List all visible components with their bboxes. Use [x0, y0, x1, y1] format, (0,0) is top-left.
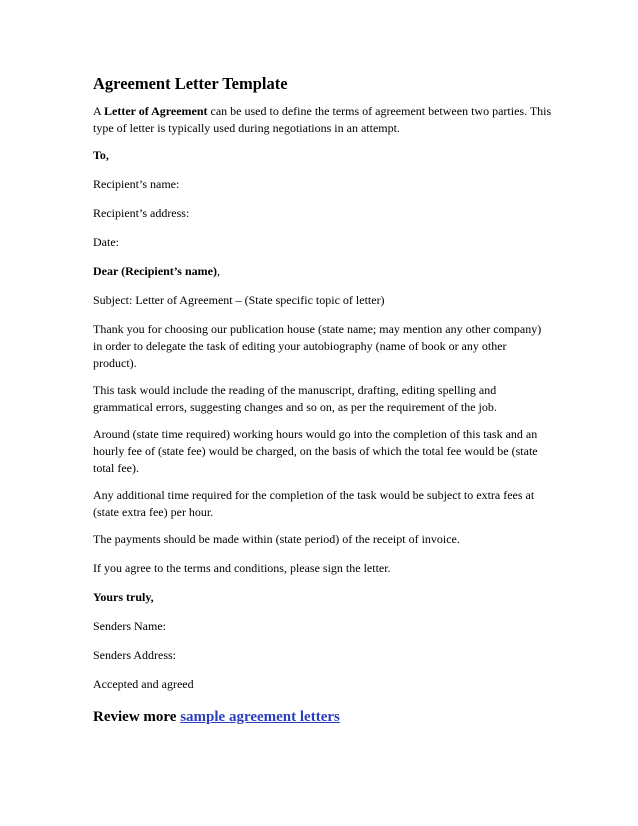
review-prefix: Review more [93, 709, 181, 725]
intro-suffix: can be used to define the terms of agreement between two parties. This type of letter is typically used during negotiations in an attempt. [93, 104, 552, 135]
intro-prefix: A [93, 104, 105, 118]
body-paragraph-3: Around (state time required) working hours would go into the completion of this task and an hourly fee of (state fee) would be charged, on the basis of which the total fee would be (state total fee). [93, 427, 538, 475]
closing-bold: Yours truly, [93, 590, 154, 604]
subject-line: Subject: Letter of Agreement – (State specific topic of letter) [93, 293, 385, 307]
body-paragraph-1: Thank you for choosing our publication house (state name; may mention any other company) in order to delegate the task of editing your autobiography (name of book or any other product). [93, 322, 542, 370]
body-paragraph-6: If you agree to the terms and conditions, please sign the letter. [93, 561, 391, 575]
document-page [93, 73, 553, 727]
closing-line [93, 589, 553, 606]
to-label: To, [93, 148, 109, 162]
salutation-bold: Dear (Recipient’s name) [93, 264, 217, 278]
body-paragraph-5: The payments should be made within (state period) of the receipt of invoice. [93, 532, 460, 546]
accepted-line: Accepted and agreed [93, 677, 194, 691]
salutation-line [93, 263, 553, 280]
body-paragraph-4: Any additional time required for the completion of the task would be subject to extra fees at (state extra fee) per hour. [93, 488, 535, 519]
sample-agreement-letters-link[interactable]: sample agreement letters [180, 709, 340, 725]
intro-paragraph [93, 103, 553, 137]
recipient-address-line: Recipient’s address: [93, 206, 190, 220]
review-more-line [93, 707, 553, 727]
senders-address-line: Senders Address: [93, 648, 176, 662]
body-paragraph-2: This task would include the reading of the manuscript, drafting, editing spelling and grammatical errors, suggesting changes and so on, as per the requirement of the job. [93, 383, 497, 414]
intro-bold: Letter of Agreement [104, 104, 208, 118]
to-line [93, 147, 553, 164]
salutation-suffix: , [216, 264, 220, 278]
recipient-name-line: Recipient’s name: [93, 177, 180, 191]
senders-name-line: Senders Name: [93, 619, 166, 633]
date-line: Date: [93, 235, 119, 249]
document-title: Agreement Letter Template [93, 74, 288, 93]
